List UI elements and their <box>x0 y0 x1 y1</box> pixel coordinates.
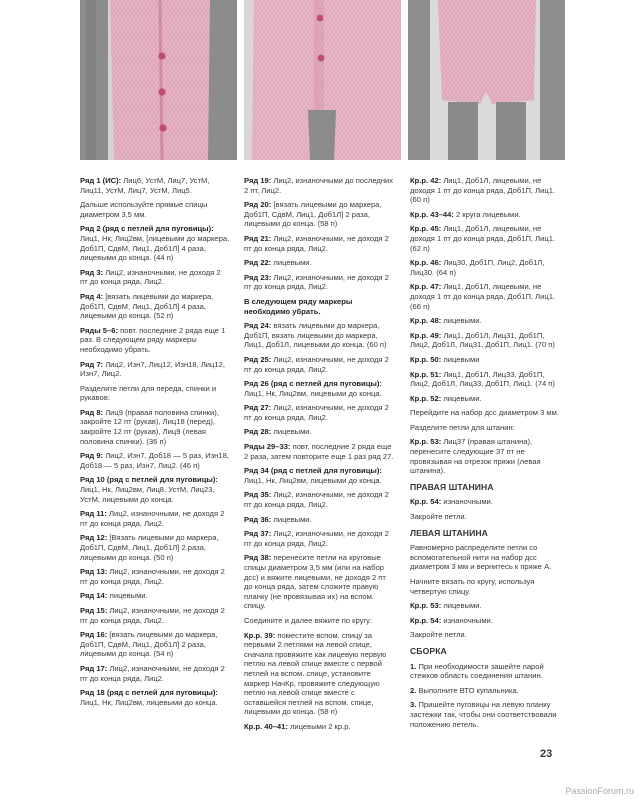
instruction-row <box>410 408 560 418</box>
row-text: лицевыми. <box>107 591 148 601</box>
instruction-row <box>410 224 560 253</box>
row-label: Кр.р. 53: <box>410 601 442 611</box>
instruction-row <box>244 490 394 509</box>
row-text: Начните вязать по кругу, используя четвертую спицу. <box>410 577 535 596</box>
row-label: Ряд 23: <box>244 272 272 282</box>
row-text: Лиц1, Нк, Лиц2вм, лицевыми до конца. <box>80 697 218 707</box>
instruction-row <box>410 423 560 433</box>
row-text: Лиц1, Нк, Лиц2вм, Лиц8, УстМ, Лиц23, УстМ, лицевыми до конца. <box>80 485 215 504</box>
row-label: В следующем ряду маркеры необходимо убрать. <box>244 296 353 316</box>
row-label: Ряд 9: <box>80 451 104 461</box>
instruction-row <box>80 384 230 403</box>
row-text: Лиц1, Нк, Лиц2вм, лицевыми до конца. <box>244 388 382 398</box>
instruction-row <box>80 509 230 528</box>
row-text: лицевыми. <box>271 514 312 524</box>
row-label: Ряд 15: <box>80 605 108 615</box>
instruction-row <box>80 591 230 601</box>
instruction-row <box>80 630 230 659</box>
row-text: Лиц2, изнаночными, не доходя 2 пт до конца ряда, Лиц2. <box>80 567 225 586</box>
row-label: 2. <box>410 685 417 695</box>
site-watermark: PassionForum.ru <box>565 786 634 796</box>
row-label: Кр.р. 51: <box>410 369 442 379</box>
row-label: Ряд 26 (ряд с петлей для пуговицы): <box>244 379 382 389</box>
instruction-row <box>244 722 394 732</box>
instruction-row <box>410 437 560 475</box>
instruction-row <box>244 427 394 437</box>
row-label: 1. <box>410 661 417 671</box>
row-text: При необходимости зашейте парой стежков область соединения штанин. <box>410 661 544 681</box>
instruction-row <box>410 176 560 205</box>
instruction-row <box>80 326 230 355</box>
row-label: Ряд 2 (ряд с петлей для пуговицы): <box>80 224 214 234</box>
row-text: Соедините и далее вяжите по кругу: <box>244 615 373 625</box>
row-text: Лиц1, Нк, Лиц2вм, [лицевыми до маркера, Доб1П, СдвМ, Лиц1, Доб1Л] 4 раза, лицевыми до конца. (44 п) <box>80 233 230 263</box>
row-label: Ряд 24: <box>244 321 272 331</box>
row-label: Кр.р. 45: <box>410 224 442 234</box>
row-label: Кр.р. 52: <box>410 393 442 403</box>
instruction-row <box>244 200 394 229</box>
row-label: Ряд 25: <box>244 354 272 364</box>
row-label: Ряд 19: <box>244 176 272 185</box>
row-label: Ряд 37: <box>244 529 272 539</box>
row-text: лицевыми. <box>271 258 312 268</box>
instruction-row <box>410 331 560 350</box>
instruction-row <box>244 529 394 548</box>
row-label: Ряд 17: <box>80 663 108 673</box>
assembly-heading: СБОРКА <box>410 645 447 656</box>
instruction-row <box>80 360 230 379</box>
row-label: Ряд 3: <box>80 267 104 277</box>
row-label: Кр.р. 43–44: <box>410 209 454 219</box>
row-label: Ряд 1 (ИС): <box>80 176 122 185</box>
row-label: Ряд 34 (ряд с петлей для пуговицы): <box>244 466 382 476</box>
row-text: Лиц6, УстМ, Лиц7, УстМ, Лиц11, УстМ, Лиц7, УстМ, Лиц5. <box>80 176 210 195</box>
row-label: Кр.р. 53: <box>410 437 442 447</box>
row-text: Лиц1, Доб1Л, лицевыми, не доходя 1 пт до конца ряда, Доб1П, Лиц1. (66 п) <box>410 282 556 311</box>
instruction-row <box>244 355 394 374</box>
row-text: изнаночными. <box>441 497 493 507</box>
instruction-row <box>410 394 560 404</box>
instruction-row <box>410 577 560 596</box>
row-text: лицевыми <box>441 354 480 364</box>
row-text: лицевыми. <box>441 393 482 403</box>
instruction-row <box>80 292 230 321</box>
row-label: Ряд 21: <box>244 233 272 243</box>
row-text: Лиц2, изнаночными до последних 2 пт, Лиц2. <box>244 176 394 195</box>
instruction-row <box>244 466 394 485</box>
instruction-row <box>244 515 394 525</box>
row-label: Ряд 11: <box>80 509 107 519</box>
row-label: Ряд 20: <box>244 200 272 210</box>
row-text: Лиц2, изнаночными, не доходя 2 пт до конца ряда, Лиц2. <box>80 509 225 528</box>
instruction-row <box>410 630 560 640</box>
assembly-step <box>410 662 560 681</box>
instruction-row <box>80 408 230 446</box>
instruction-row <box>244 553 394 611</box>
instructions-column-2 <box>244 176 394 737</box>
instruction-row <box>244 403 394 422</box>
row-label: Ряд 12: <box>80 533 108 543</box>
row-text: [Вязать лицевыми до маркера, Доб1П, СдвМ, Лиц1, Доб1Л] 2 раза, лицевыми до конца. (50 п) <box>80 533 219 562</box>
instructions-column-1 <box>80 176 230 712</box>
photo-strip <box>0 0 640 160</box>
instruction-row <box>80 664 230 683</box>
row-text: [вязать лицевыми до маркера, Доб1П, СдвМ, Лиц1, Доб1Л] 4 раза, лицевыми до конца. (52 п) <box>80 291 214 321</box>
row-label: Кр.р. 48: <box>410 316 442 326</box>
row-label: Кр.р. 47: <box>410 282 442 292</box>
assembly-step <box>410 700 560 729</box>
row-label: 3. <box>410 700 417 710</box>
instruction-row <box>80 533 230 562</box>
row-label: Кр.р. 50: <box>410 354 442 364</box>
instruction-row <box>244 176 394 195</box>
row-text: лицевыми. <box>271 427 312 437</box>
row-text: Лиц2, изнаночными, не доходя 2 пт до конца ряда, Лиц2. <box>244 490 389 510</box>
row-label: Ряды 5–6: <box>80 325 119 335</box>
row-label: Ряд 16: <box>80 630 108 640</box>
instruction-row <box>410 370 560 389</box>
assembly-step <box>410 686 560 696</box>
row-text: Лиц2, изнаночными, не доходя 2 пт до конца ряда, Лиц2. <box>80 663 225 683</box>
row-label: Ряд 38: <box>244 553 272 563</box>
row-text: Пришейте пуговицы на левую планку застежки так, чтобы они соответствовали положению петель. <box>410 700 557 729</box>
row-text: Дальше используйте прямые спицы диаметром 3,5 мм. <box>80 200 208 219</box>
row-text: Перейдите на набор дсс диаметром 3 мм. <box>410 408 559 418</box>
row-text: Лиц1, Доб1Л, Лиц31, Доб1П, Лиц2, Доб1Л, Лиц31, Доб1П, Лиц1. (70 п) <box>410 330 555 350</box>
row-text: перенесите петли на круговые спицы диаметром 3,5 мм (или на набор дсс) и вяжите лицевыми, не доходя 2 пт до конца ряда, затем сложите правую планку (не провязывая их) на вспом. спицу. <box>244 553 386 611</box>
row-text: Лиц2, изнаночными, не доходя 2 пт до конца ряда, Лиц2. <box>80 605 225 625</box>
row-text: [вязать лицевыми до маркера, Доб1П, СдвМ, Лиц1, Доб1Л] 2 раза, лицевыми до конца. (54 п) <box>80 630 218 659</box>
row-text: лицевыми. <box>441 601 482 611</box>
instruction-row <box>80 451 230 470</box>
instruction-row <box>410 497 560 507</box>
row-label: Ряд 28: <box>244 427 272 437</box>
row-text: Лиц30, Доб1П, Лиц2, Доб1Л, Лиц30. (64 п) <box>410 258 545 277</box>
row-text: [вязать лицевыми до маркера, Доб1П, СдвМ, Лиц1, Доб1Л] 2 раза, лицевыми до конца. (58 п) <box>244 200 382 229</box>
row-label: Ряд 22: <box>244 258 272 268</box>
row-text: Лиц2, Изн7, Лиц12, Изн18, Лиц12, Изн7, Лиц2. <box>80 359 225 379</box>
instruction-row <box>80 567 230 586</box>
page-number: 23 <box>540 748 553 760</box>
instruction-row <box>244 631 394 717</box>
row-label: Кр.р. 46: <box>410 258 442 268</box>
row-label: Ряд 14: <box>80 591 108 601</box>
instructions-column-3 <box>410 176 560 734</box>
row-label: Кр.р. 49: <box>410 330 442 340</box>
instruction-row <box>80 224 230 262</box>
row-label: Ряд 4: <box>80 291 104 301</box>
row-label: Ряд 35: <box>244 490 272 500</box>
instruction-row <box>80 176 230 195</box>
instruction-row <box>80 200 230 219</box>
row-label: Кр.р. 40–41: <box>244 721 288 731</box>
row-text: повт. последние 2 ряда еще 2 раза, затем повторите еще 1 раз ряд 27. <box>244 442 394 461</box>
instruction-row <box>244 616 394 626</box>
row-text: Лиц9 (правая половина спинки), закройте 12 пт (рукав), Лиц18 (перед), закройте 12 пт (рукав), Лиц9 (левая половина спинки). (36 п) <box>80 407 219 446</box>
row-text: поместите вспом. спицу за первыми 2 петлями на левой спице, сначала провяжите как лицевую первую петлю на левой спице вместе с первой петлей на вспом. спице, установите маркер НачКр, провяжите следующую петлю на левой спице вместе с оставшейся петлей на вспом. спице, лицевыми до конца. (58 п) <box>244 630 387 717</box>
row-label: Ряд 18 (ряд с петлей для пуговицы): <box>80 688 218 698</box>
instruction-row <box>244 442 394 461</box>
instruction-row <box>244 321 394 350</box>
row-text: Разделите петли для штанин: <box>410 422 515 432</box>
row-text: Лиц2, изнаночными, не доходя 2 пт до конца ряда, Лиц2. <box>80 267 221 287</box>
row-text: Лиц1, Доб1Л, лицевыми, не доходя 1 пт до конца ряда, Доб1П, Лиц1. (60 п) <box>410 176 556 205</box>
instruction-row <box>244 258 394 268</box>
row-text: Лиц2, Изн7, Доб18 — 5 раз, Изн18, Доб18 — 5 раз, Изн7, Лиц2. (46 п) <box>80 451 229 470</box>
row-label: Кр.р. 54: <box>410 497 442 507</box>
instruction-row <box>80 606 230 625</box>
row-label: Кр.р. 39: <box>244 630 276 640</box>
photo-bodice-front <box>80 0 237 160</box>
row-text: лицевыми 2 кр.р. <box>287 721 351 731</box>
instruction-row <box>244 234 394 253</box>
row-label: Кр.р. 42: <box>410 176 442 185</box>
instruction-row <box>410 512 560 522</box>
row-text: 2 круга лицевыми. <box>453 209 521 219</box>
row-label: Ряд 8: <box>80 407 104 417</box>
instruction-row <box>410 355 560 365</box>
row-text: Лиц2, изнаночными, не доходя 2 пт до конца ряда, Лиц2. <box>244 403 389 422</box>
instruction-row <box>410 616 560 626</box>
row-text: Равномерно распределите петли со вспомогательной нити на набор дсс диаметром 3 мм и вернитесь к пряже А. <box>410 543 552 572</box>
instruction-row <box>410 543 560 572</box>
row-text: Лиц2, изнаночными, не доходя 2 пт до конца ряда, Лиц2. <box>244 272 389 292</box>
row-label: Ряды 29–33: <box>244 442 291 452</box>
row-text: Выполните ВТО купальника. <box>416 685 519 695</box>
row-text: Лиц2, изнаночными, не доходя 2 пт до конца ряда, Лиц2. <box>244 529 389 548</box>
instruction-row <box>410 601 560 611</box>
row-text: лицевыми. <box>441 316 482 326</box>
row-text: Закройте петли. <box>410 512 467 522</box>
instruction-row <box>80 688 230 707</box>
instruction-row <box>80 475 230 504</box>
row-label: Ряд 10 (ряд с петлей для пуговицы): <box>80 475 218 485</box>
row-text: Лиц2, изнаночными, не доходя 2 пт до конца ряда, Лиц2. <box>244 354 389 374</box>
instruction-row <box>244 273 394 292</box>
row-text: Разделите петли для переда, спинки и рукавов: <box>80 383 217 403</box>
row-text: изнаночными. <box>441 615 493 625</box>
instruction-row <box>244 297 394 316</box>
row-label: Ряд 13: <box>80 567 108 577</box>
instruction-row <box>410 210 560 220</box>
row-text: Лиц2, изнаночными, не доходя 2 пт до конца ряда, Лиц2. <box>244 233 389 253</box>
row-text: Лиц1, Доб1Л, Лиц33, Доб1П, Лиц2, Доб1Л, Лиц33, Доб1П, Лиц1. (74 п) <box>410 369 555 389</box>
row-text: Лиц37 (правая штанина), перенесите следующие 37 пт не провязывая на отрезок пряжи (левая штанина). <box>410 437 541 476</box>
row-label: Ряд 7: <box>80 359 104 369</box>
row-text: Лиц1, Нк, Лиц2вм, лицевыми до конца. <box>244 475 382 485</box>
instruction-row <box>410 316 560 326</box>
row-label: Ряд 36: <box>244 514 272 524</box>
row-text: Лиц1, Доб1Л, лицевыми, не доходя 1 пт до конца ряда, Доб1П, Лиц1. (62 п) <box>410 224 556 253</box>
left-leg-heading: ЛЕВАЯ ШТАНИНА <box>410 527 488 538</box>
photo-shorts <box>408 0 565 160</box>
row-label: Кр.р. 54: <box>410 615 442 625</box>
row-text: Закройте петли. <box>410 630 467 640</box>
instruction-row <box>410 258 560 277</box>
photo-bodice-detail <box>244 0 401 160</box>
instruction-row <box>80 268 230 287</box>
right-leg-heading: ПРАВАЯ ШТАНИНА <box>410 481 494 492</box>
row-label: Ряд 27: <box>244 403 272 413</box>
row-text: повт. последние 2 ряда еще 1 раз. В следующем ряду маркеры необходимо убрать. <box>80 325 226 354</box>
instruction-row <box>244 379 394 398</box>
row-text: вязать лицевыми до маркера, Доб1П, вязать лицевыми до маркера, Лиц1, Доб1Л, лицевыми до конца. (60 п) <box>244 321 387 350</box>
instruction-row <box>410 282 560 311</box>
